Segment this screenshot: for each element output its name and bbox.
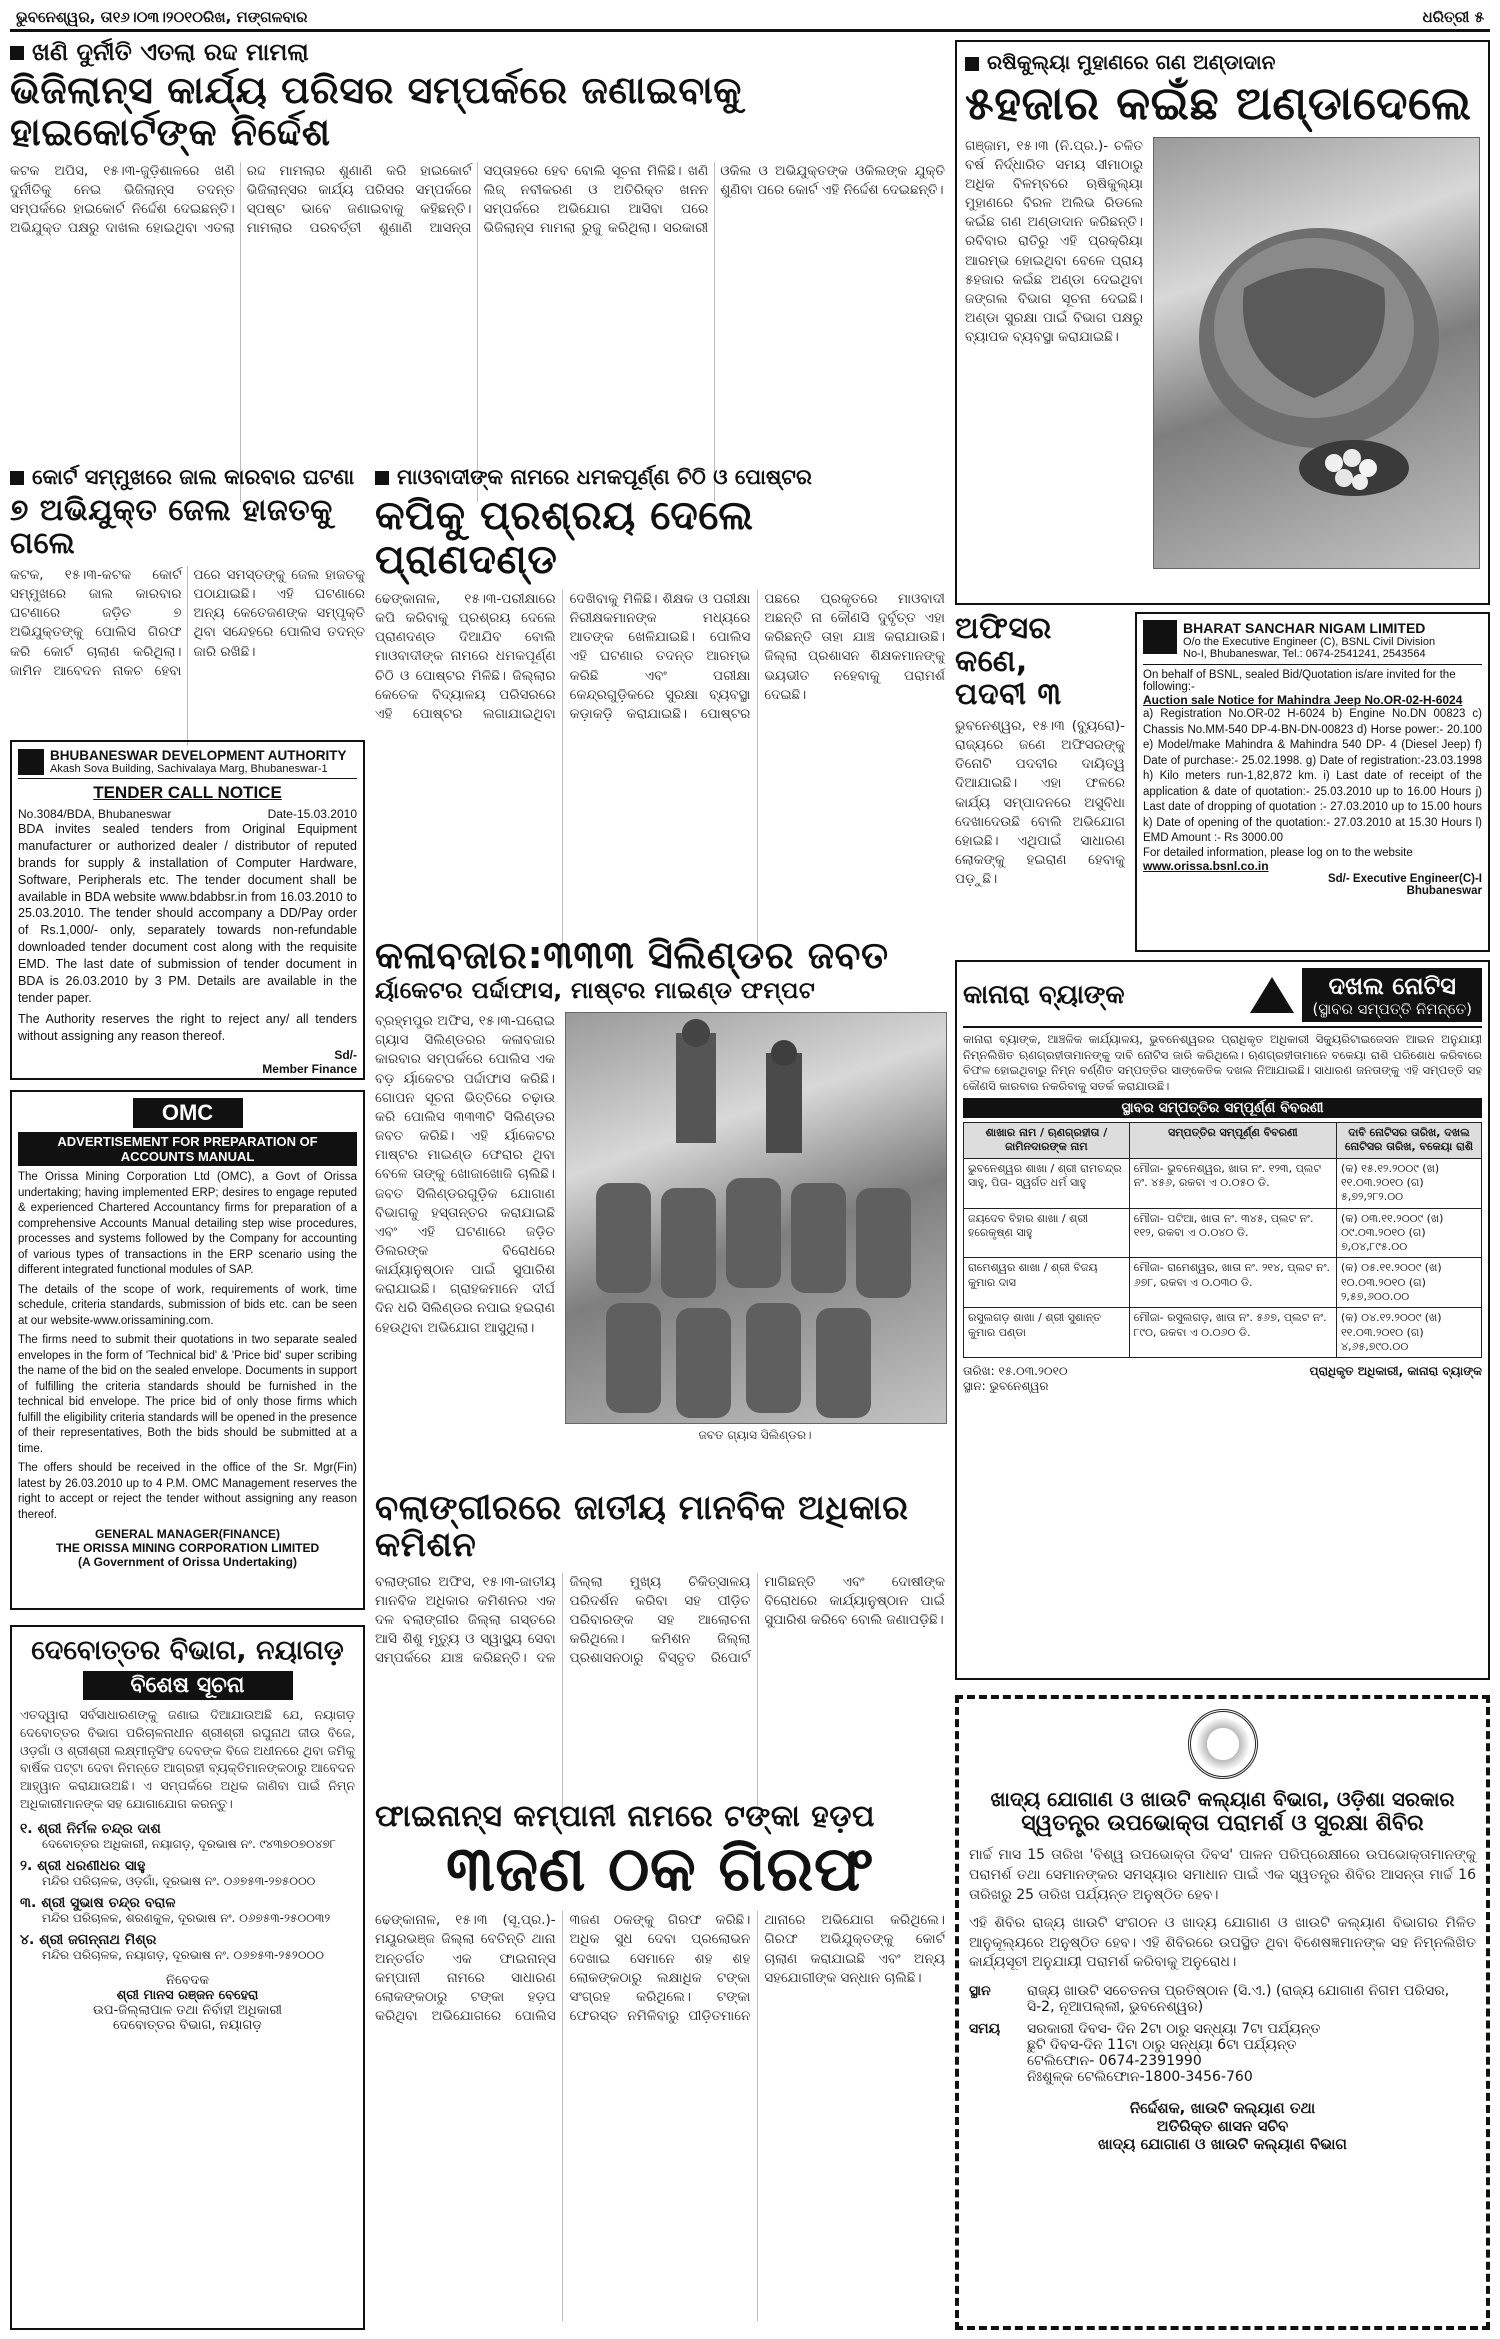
finance-headline: ୩ଜଣ ଠକ ଗିରଫ	[446, 1832, 874, 1905]
canara-col2: ସମ୍ପତ୍ତିର ସମ୍ପୂର୍ଣ୍ଣ ବିବରଣୀ	[1129, 1123, 1336, 1159]
court-jail-kicker: କୋର୍ଟ ସମ୍ମୁଖରେ ଜାଲ କାରବାର ଘଟଣା	[10, 465, 365, 490]
turtle-photo	[1153, 137, 1480, 569]
omc-sign1: GENERAL MANAGER(FINANCE)	[94, 1527, 281, 1542]
turtle-illustration	[1154, 138, 1479, 568]
bda-date: Date-15.03.2010	[267, 807, 357, 821]
cylinder-caption: ଜବତ ଗ୍ୟାସ ସିଲିଣ୍ଡର।	[698, 1428, 812, 1443]
finance-story	[375, 1800, 945, 2330]
bsnl-place: Bhubaneswar	[1406, 884, 1482, 897]
officer-headline-line1: ଅଫିସର	[955, 611, 1052, 646]
officer-body: ଭୁବନେଶ୍ୱର, ୧୫।୩ (ବ୍ୟୁରୋ)- ରାଜ୍ୟରେ ଜଣେ ଅଫିସରଙ୍କୁ ତିନୋଟି ପଦବୀର ଦାୟିତ୍ୱ ଦିଆଯାଇଛି। ଏହା ଫଳରେ କାର୍ଯ୍ୟ ସମ୍ପାଦନରେ ଅସୁବିଧା ଦେଖାଦେଉଛି ବୋଲି ଅଭିଯୋଗ ହୋଇଛି। ଏଥିପାଇଁ ସାଧାରଣ ଲୋକଙ୍କୁ ହଇରାଣ ହେବାକୁ ପଡ଼ୁଛି।	[955, 718, 1125, 888]
canara-bank-name: କାନାରା ବ୍ୟାଙ୍କ	[963, 979, 1125, 1010]
food-title-line2: ସ୍ୱତନ୍ତ୍ର ଉପଭୋକ୍ତା ପରାମର୍ଶ ଓ ସୁରକ୍ଷା ଶିବିର	[1021, 1811, 1424, 1836]
devottar-sign-line4: ଦେବୋତ୍ତର ବିଭାଗ, ନୟାଗଡ଼	[113, 2017, 262, 2033]
cylinder-headline: କଳାବଜାର:୩୩୩ ସିଲିଣ୍ଡର ଜବତ	[375, 933, 889, 977]
officer-headline-line2: କଣେ,	[955, 644, 1028, 679]
devottar-sign-line2: ଶ୍ରୀ ମାନସ ରଞ୍ଜନ ବେହେରା	[116, 1987, 259, 2003]
paper-name: ଧରିତ୍ରୀ ୫	[1422, 7, 1484, 26]
turtle-kicker: ରଷିକୁଲ୍ୟା ମୁହାଣରେ ଗଣ ଅଣ୍ଡାଦାନ	[965, 50, 1480, 74]
bda-title: TENDER CALL NOTICE	[93, 783, 282, 802]
food-sign-line3: ଖାଦ୍ୟ ଯୋଗାଣ ଓ ଖାଉଟି କଲ୍ୟାଣ ବିଭାଗ	[1098, 2135, 1347, 2154]
officer-story	[955, 612, 1125, 952]
food-time-label: ସମୟ	[969, 2021, 1001, 2038]
list-item: ୪. ଶ୍ରୀ ଜଗନ୍ନାଥ ମିଶ୍ର ମନ୍ଦିର ପରିଚାଳକ, ନୟାଗଡ଼, ଦୂରଭାଷ ନଂ. ୦୬୭୫୩-୨୫୨୦୦୦	[20, 1931, 324, 1962]
bsnl-auction-ad	[1135, 612, 1490, 952]
vigilance-headline: ଭିଜିଲାନ୍ସ କାର୍ଯ୍ୟ ପରିସର ସମ୍ପର୍କରେ ଜଣାଇବାକୁ ହାଇକୋର୍ଟଙ୍କ ନିର୍ଦ୍ଦେଶ	[10, 68, 742, 154]
page-masthead	[10, 4, 1490, 32]
food-title-line1: ଖାଦ୍ୟ ଯୋଗାଣ ଓ ଖାଉଟି କଲ୍ୟାଣ ବିଭାଗ, ଓଡ଼ିଶା ସରକାର	[990, 1787, 1455, 1811]
list-item: ୧. ଶ୍ରୀ ନିର୍ମଳ ଚନ୍ଦ୍ର ଦାଶ ଦେବୋତ୍ତର ଅଧିକାରୀ, ନୟାଗଡ଼, ଦୂରଭାଷ ନଂ. ୯୪୩୭୦୭୦୪୭୮	[20, 1820, 337, 1851]
food-supply-ad	[955, 1695, 1490, 2330]
omc-title-line1: ADVERTISEMENT FOR PREPARATION OF	[57, 1134, 318, 1149]
omc-title-line2: ACCOUNTS MANUAL	[120, 1149, 255, 1164]
bsnl-sign: Sd/- Executive Engineer(C)-I	[1327, 872, 1482, 885]
food-place-label: ସ୍ଥାନ	[969, 1983, 991, 2000]
canara-intro: କାନାରା ବ୍ୟାଙ୍କ, ଆଞ୍ଚଳିକ କାର୍ଯ୍ୟାଳୟ, ଭୁବନେଶ୍ୱରର ପ୍ରାଧିକୃତ ଅଧିକାରୀ ସିକ୍ୟୁରିଟାଇଜେସନ ଆଇନ ଅନୁଯାୟୀ ନିମ୍ନଲିଖିତ ଋଣଗ୍ରହୀତାମାନଙ୍କୁ ଦାବି ନୋଟିସ ଜାରି କରିଥିଲେ। ଋଣଗ୍ରହୀତାମାନେ ବକେୟା ରାଶି ପରିଶୋଧ କରିବାରେ ବିଫଳ ହୋଇଥିବାରୁ ନିମ୍ନ ବର୍ଣ୍ଣିତ ସମ୍ପତ୍ତିର ସାଙ୍କେତିକ ଦଖଲ ନିଆଯାଇଛି। ସାଧାରଣ ଜନତାଙ୍କୁ ଏହି ସମ୍ପତ୍ତି ସହ କୌଣସି କାରବାର ନକରିବାକୁ ସତର୍କ କରାଯାଉଛି।	[963, 1032, 1482, 1093]
vigilance-body: କଟକ ଅପିସ, ୧୫।୩-ଜୁଡ଼ିଶାଳରେ ଖଣି ଦୁର୍ନୀତିକୁ ନେଇ ଭିଜିଲାନ୍ସ ତଦନ୍ତ ସମ୍ପର୍କରେ ହାଇକୋର୍ଟ ନିର୍ଦ୍ଦେଶ ଦେଇଛନ୍ତି। ଅଭିଯୁକ୍ତ ପକ୍ଷରୁ ଦାଖଲ ହୋଇଥିବା ଏତଲା ରଦ୍ଦ ମାମଲାର ଶୁଣାଣି କରି ହାଇକୋର୍ଟ ଭିଜିଲାନ୍ସର କାର୍ଯ୍ୟ ପରିସର ସମ୍ପର୍କରେ ସ୍ପଷ୍ଟ ଭାବେ ଜଣାଇବାକୁ କହିଛନ୍ତି। ମାମଲାର ପରବର୍ତ୍ତୀ ଶୁଣାଣି ଆସନ୍ତା ସପ୍ତାହରେ ହେବ ବୋଲି ସୂଚନା ମିଳିଛି। ଖଣି ଲିଜ୍ ନବୀକରଣ ଓ ଅତିରିକ୍ତ ଖନନ ସମ୍ପର୍କରେ ଅଭିଯୋଗ ଆସିବା ପରେ ଭିଜିଲାନ୍ସ ମାମଲା ରୁଜୁ କରିଥିଲା। ସରକାରୀ ଓକିଲ ଓ ଅଭିଯୁକ୍ତଙ୍କ ଓକିଲଙ୍କ ଯୁକ୍ତି ଶୁଣିବା ପରେ କୋର୍ଟ ଏହି ନିର୍ଦ୍ଦେଶ ଦେଇଛନ୍ତି।	[10, 162, 945, 237]
omc-accounts-ad	[10, 1090, 365, 1610]
bda-ref: No.3084/BDA, Bhubaneswar	[18, 807, 172, 821]
finance-kicker: ଫାଇନାନ୍ସ କମ୍ପାନୀ ନାମରେ ଟଙ୍କା ହଡ଼ପ	[375, 1799, 875, 1834]
maoist-kicker: ମାଓବାଦୀଙ୍କ ନାମରେ ଧମକପୂର୍ଣ୍ଣ ଚିଠି ଓ ପୋଷ୍ଟର	[375, 465, 945, 490]
canara-place-line: ସ୍ଥାନ: ଭୁବନେଶ୍ୱର	[963, 1379, 1049, 1394]
bsnl-website-link[interactable]: www.orissa.bsnl.co.in	[1143, 858, 1269, 873]
officer-headline-line3: ପଦବୀ ୩	[955, 677, 1062, 712]
turtle-story	[955, 40, 1490, 605]
maoist-headline: କପିକୁ ପ୍ରଶ୍ରୟ ଦେଲେ ପ୍ରାଣଦଣ୍ଡ	[375, 493, 754, 583]
nhrc-body: ବଲାଙ୍ଗୀର ଅଫିସ, ୧୫।୩-ଜାତୀୟ ମାନବିକ ଅଧିକାର କମିଶନର ଏକ ଦଳ ବଲାଙ୍ଗୀର ଜିଲ୍ଲା ଗସ୍ତରେ ଆସି ଶିଶୁ ମୃତ୍ୟୁ ଓ ସ୍ୱାସ୍ଥ୍ୟ ସେବା ସମ୍ପର୍କରେ ଯାଞ୍ଚ କରିଛନ୍ତି। ଦଳ ଜିଲ୍ଲା ମୁଖ୍ୟ ଚିକିତ୍ସାଳୟ ପରିଦର୍ଶନ କରିବା ସହ ପୀଡ଼ିତ ପରିବାରଙ୍କ ସହ ଆଲୋଚନା କରିଥିଲେ। କମିଶନ ଜିଲ୍ଲା ପ୍ରଶାସନଠାରୁ ବିସ୍ତୃତ ରିପୋର୍ଟ ମାଗିଛନ୍ତି ଏବଂ ଦୋଷୀଙ୍କ ବିରୋଧରେ କାର୍ଯ୍ୟାନୁଷ୍ଠାନ ପାଇଁ ସୁପାରିଶ କରିବେ ବୋଲି ଜଣାପଡ଼ିଛି।	[375, 1573, 945, 1667]
cylinder-story	[375, 935, 945, 1480]
bda-body: BDA invites sealed tenders from Original Equipment manufacturer or authorized dealer / distributor of reputed brands for supply & installation of Computer Hardware, Software, Peripherals etc. The tender document shall be available in BDA website www.bdabbsr.in from 16.03.2010 to 25.03.2010. The tender should accompany a DD/Pay order of Rs.1,000/- only, separately towards non-refundable downloaded tender document cost along with the requisite EMD. The last date of submission of tender document in BDA is 26.03.2010 by 3 PM. Details are available in the tender paper.	[18, 822, 357, 1005]
canara-col1: ଶାଖାର ନାମ / ଋଣଗ୍ରହୀତା / ଜାମିନଦାରଙ୍କ ନାମ	[964, 1123, 1130, 1159]
bda-address: Akash Sova Building, Sachivalaya Marg, Bhubaneswar-1	[50, 763, 328, 775]
bsnl-details: a) Registration No.OR-02 H-6024 b) Engine No.DN 00823 c) Chassis No.MM-540 DP-4-BN-DN-00823 d) Horse power:- 20.100 e) Model/make Mahindra & Mahindra 540 DP- 4 (Diesel Jeep) f) Date of purchase:- 25.02.1998. g) Date of registration:-23.03.1998 h) Kilo meters run-1,82,872 km. i) Last date of receipt of the application & date of quotation:- 25.03.2010 up to 16.00 Hours j) Last date of dropping of quotation :- 27.03.2010 up to 15.00 hours k) Date of opening of the quotation:- 27.03.2010 at 15.30 Hours l) EMD Amount :- Rs 3000.00	[1143, 708, 1482, 845]
food-place: ରାଜ୍ୟ ଖାଉଟି ସଚେତନତା ପ୍ରତିଷ୍ଠାନ (ସି.ଏ.) (ରାଜ୍ୟ ଯୋଗାଣ ନିଗମ ପରିସର, ସି-2, ନୂଆପଲ୍ଲୀ, ଭୁବନେଶ୍ୱର)	[1027, 1983, 1450, 2016]
maoist-body: ଢେଙ୍କାନାଳ, ୧୫।୩-ପରୀକ୍ଷାରେ କପି କରିବାକୁ ପ୍ରଶ୍ରୟ ଦେଲେ ପ୍ରାଣଦଣ୍ଡ ଦିଆଯିବ ବୋଲି ମାଓବାଦୀଙ୍କ ନାମରେ ଧମକପୂର୍ଣ୍ଣ ଚିଠି ଓ ପୋଷ୍ଟର ମିଳିଛି। ଜିଲ୍ଲାର କେତେକ ବିଦ୍ୟାଳୟ ପରିସରରେ ଏହି ପୋଷ୍ଟର ଲଗାଯାଇଥିବା ଦେଖିବାକୁ ମିଳିଛି। ଶିକ୍ଷକ ଓ ପରୀକ୍ଷା ନିରୀକ୍ଷକମାନଙ୍କ ମଧ୍ୟରେ ଆତଙ୍କ ଖେଳିଯାଇଛି। ପୋଲିସ ଏହି ଘଟଣାର ତଦନ୍ତ ଆରମ୍ଭ କରିଛି ଏବଂ ପରୀକ୍ଷା କେନ୍ଦ୍ରଗୁଡ଼ିକରେ ସୁରକ୍ଷା ବ୍ୟବସ୍ଥା କଡ଼ାକଡ଼ି କରାଯାଇଛି। ପୋଷ୍ଟର ପଛରେ ପ୍ରକୃତରେ ମାଓବାଦୀ ଅଛନ୍ତି ନା କୌଣସି ଦୁର୍ବୃତ୍ତ ଏହା କରିଛନ୍ତି ତାହା ଯାଞ୍ଚ କରାଯାଉଛି। ଜିଲ୍ଲା ପ୍ରଶାସନ ଶିକ୍ଷକମାନଙ୍କୁ ଭୟଭୀତ ନହେବାକୁ ପରାମର୍ଶ ଦେଇଛି।	[375, 591, 945, 722]
canara-notice-title: ଦଖଲ ନୋଟିସ	[1328, 972, 1456, 1000]
food-time-line1: ସରକାରୀ ଦିବସ- ଦିନ 2ଟା ଠାରୁ ସନ୍ଧ୍ୟା 7ଟା ପର୍ଯ୍ୟନ୍ତ	[1027, 2021, 1321, 2038]
omc-para4: The offers should be received in the office of the Sr. Mgr(Fin) latest by 26.03.2010 up to 4 P.M. OMC Management reserves the right to accept or reject the tender without assigning any reason thereof.	[18, 1462, 357, 1521]
bsnl-office-line2: No-I, Bhubaneswar, Tel.: 0674-2541241, 2543564	[1183, 648, 1426, 660]
canara-possession-notice	[955, 960, 1490, 1680]
table-row: ରସୁଲଗଡ଼ ଶାଖା / ଶ୍ରୀ ସୁଶାନ୍ତ କୁମାର ପଣ୍ଡା ମୌଜା- ରସୁଲଗଡ଼, ଖାତା ନଂ. ୫୬୭, ପ୍ଲଟ ନଂ. ୮୯୦, ରକବା ଏ ୦.୦୬୦ ଡି. (କ) ୦୪.୧୨.୨୦୦୯ (ଖ) ୧୧.୦୩.୨୦୧୦ (ଗ) ୪,୬୫,୭୯୦.୦୦	[964, 1308, 1482, 1358]
nhrc-story	[375, 1490, 945, 1790]
table-row: ଭୁବନେଶ୍ୱର ଶାଖା / ଶ୍ରୀ ରାମଚନ୍ଦ୍ର ସାହୁ, ପିତା- ସ୍ୱର୍ଗତ ଧର୍ମ ସାହୁ ମୌଜା- ଭୁବନେଶ୍ୱର, ଖାତା ନଂ. ୧୨୩, ପ୍ଲଟ ନଂ. ୪୫୬, ରକବା ଏ ୦.୦୫୦ ଡି. (କ) ୧୫.୧୨.୨୦୦୯ (ଖ) ୧୧.୦୩.୨୦୧୦ (ଗ) ୫,୭୨,୨୮୨.୦୦	[964, 1158, 1482, 1208]
bsnl-intro: On behalf of BSNL, sealed Bid/Quotation is/are invited for the following:-	[1143, 669, 1456, 693]
bda-reserve: The Authority reserves the right to reject any/ all tenders without assigning any reason thereof.	[18, 1011, 357, 1043]
nhrc-headline: ବଲାଙ୍ଗୀରରେ ଜାତୀୟ ମାନବିକ ଅଧିକାର କମିଶନ	[375, 1488, 909, 1566]
cylinder-photo	[565, 1012, 947, 1424]
food-tollfree: ନିଃଶୁଳ୍କ ଟେଲିଫୋନ-1800-3456-760	[1027, 2069, 1253, 2086]
omc-logo: OMC	[133, 1098, 243, 1128]
maoist-story	[375, 465, 945, 925]
table-row: ଜୟଦେବ ବିହାର ଶାଖା / ଶ୍ରୀ ହରେକୃଷ୍ଣ ସାହୁ ମୌଜା- ପଟିଆ, ଖାତା ନଂ. ୩୪୫, ପ୍ଲଟ ନଂ. ୧୧୨, ରକବା ଏ ୦.୦୪୦ ଡି. (କ) ୦୩.୧୧.୨୦୦୯ (ଖ) ୦୯.୦୩.୨୦୧୦ (ଗ) ୭,୦୪,୮୯୫.୦୦	[964, 1208, 1482, 1258]
cylinder-body: ବ୍ରହ୍ମପୁର ଅଫିସ, ୧୫।୩-ଘରୋଇ ଗ୍ୟାସ ସିଲିଣ୍ଡରର କଳାବଜାର କାରବାର ସମ୍ପର୍କରେ ପୋଲିସ ଏକ ବଡ଼ ର୍ୟାକେଟର ପର୍ଦ୍ଦାଫାସ କରିଛି। ଗୋପନ ସୂଚନା ଭିତ୍ତିରେ ଚଢ଼ାଉ କରି ପୋଲିସ ୩୩୩ଟି ସିଲିଣ୍ଡର ଜବତ କରିଛି। ଏହି ର୍ୟାକେଟର ମାଷ୍ଟର ମାଇଣ୍ଡ ଫେରାର ଥିବା ବେଳେ ତାଙ୍କୁ ଖୋଜାଖୋଜି ଚାଲିଛି। ଜବତ ସିଲିଣ୍ଡରଗୁଡ଼ିକ ଯୋଗାଣ ବିଭାଗକୁ ହସ୍ତାନ୍ତର କରାଯାଇଛି ଏବଂ ଏହି ଘଟଣାରେ ଜଡ଼ିତ ଡିଲରଙ୍କ ବିରୋଧରେ କାର୍ଯ୍ୟାନୁଷ୍ଠାନ ପାଇଁ ସୁପାରିଶ କରାଯାଇଛି। ଗ୍ରାହକମାନେ ଦୀର୍ଘ ଦିନ ଧରି ସିଲିଣ୍ଡର ନପାଇ ହଇରାଣ ହେଉଥିବା ଅଭିଯୋଗ ଆସୁଥିଲା।	[375, 1013, 555, 1336]
page-number: ୫	[1474, 7, 1484, 26]
table-row: ରାମେଶ୍ୱର ଶାଖା / ଶ୍ରୀ ବିଜୟ କୁମାର ଦାସ ମୌଜା- ରାମେଶ୍ୱର, ଖାତା ନଂ. ୨୧୪, ପ୍ଲଟ ନଂ. ୬୭୮, ରକବା ଏ ୦.୦୩୦ ଡି. (କ) ୦୫.୧୧.୨୦୦୯ (ଖ) ୧୦.୦୩.୨୦୧୦ (ଗ) ୨,୫୭,୬୦୦.୦୦	[964, 1258, 1482, 1308]
cylinder-illustration	[566, 1013, 946, 1423]
bsnl-office-line1: O/o the Executive Engineer (C), BSNL Civil Division	[1183, 636, 1436, 648]
date-line: ଭୁବନେଶ୍ୱର, ତା୧୬।୦୩।୨୦୧୦ରିଖ, ମଙ୍ଗଳବାର	[16, 7, 308, 26]
food-sign-line2: ଅତିରିକ୍ତ ଶାସନ ସଚିବ	[1156, 2117, 1289, 2136]
bda-logo-icon	[18, 749, 44, 775]
vigilance-kicker: ଖଣି ଦୁର୍ନୀତି ଏତଲା ରଦ୍ଦ ମାମଲା	[10, 38, 945, 66]
canara-schedule-table	[963, 1122, 1482, 1358]
devottar-notice	[10, 1625, 365, 2330]
bsnl-more-info: For detailed information, please log on to the website	[1143, 846, 1413, 859]
bsnl-org: BHARAT SANCHAR NIGAM LIMITED	[1183, 620, 1426, 636]
food-sign-line1: ନିର୍ଦ୍ଦେଶକ, ଖାଉଟି କଲ୍ୟାଣ ତଥା	[1129, 2099, 1316, 2118]
list-item: ୨. ଶ୍ରୀ ଧରଣୀଧର ସାହୁ ମନ୍ଦିର ପରିଚାଳକ, ଓଡ଼ଗାଁ, ଦୂରଭାଷ ନଂ. ୦୬୭୫୩-୨୭୫୦୦୦	[20, 1857, 316, 1888]
list-item: ୩. ଶ୍ରୀ ସୁଭାଷ ଚନ୍ଦ୍ର ବରାଳ ମନ୍ଦିର ପରିଚାଳକ, ଶରଣକୁଳ, ଦୂରଭାଷ ନଂ. ୦୬୭୫୩-୨୫୦୦୩୨	[20, 1894, 331, 1925]
omc-sign3: (A Government of Orissa Undertaking)	[78, 1555, 297, 1570]
turtle-headline: ୫ହଜାର କଇଁଛ ଅଣ୍ଡାଦେଲେ	[965, 76, 1472, 130]
bsnl-subject: Auction sale Notice for Mahindra Jeep No.OR-02-H-6024	[1143, 693, 1463, 707]
canara-schedule-title: ସ୍ଥାବର ସମ୍ପତ୍ତିର ସମ୍ପୂର୍ଣ୍ଣ ବିବରଣୀ	[963, 1098, 1482, 1118]
devottar-sign-line1: ନିବେଦକ	[166, 1972, 209, 1988]
odisha-emblem-icon	[1188, 1709, 1258, 1779]
food-time-line2: ଛୁଟି ଦିବସ-ଦିନ 11ଟା ଠାରୁ ସନ୍ଧ୍ୟା 6ଟା ପର୍ଯ୍ୟନ୍ତ	[1027, 2037, 1297, 2054]
court-jail-headline: ୭ ଅଭିଯୁକ୍ତ ଜେଲ ହାଜତକୁ ଗଲେ	[10, 493, 333, 561]
finance-body: ଢେଙ୍କାନାଳ, ୧୫।୩ (ସୂ.ପ୍ର.)-ମୟୂରଭଞ୍ଜ ଜିଲ୍ଲା ବେତିନ୍ତି ଥାନା ଅନ୍ତର୍ଗତ ଏକ ଫାଇନାନ୍ସ କମ୍ପାନୀ ନାମରେ ସାଧାରଣ ଲୋକଙ୍କଠାରୁ ଟଙ୍କା ହଡ଼ପ କରିଥିବା ଅଭିଯୋଗରେ ପୋଲିସ ୩ଜଣ ଠକଙ୍କୁ ଗିରଫ କରିଛି। ଅଧିକ ସୁଧ ଦେବା ପ୍ରଲୋଭନ ଦେଖାଇ ସେମାନେ ଶହ ଶହ ଲୋକଙ୍କଠାରୁ ଲକ୍ଷାଧିକ ଟଙ୍କା ସଂଗ୍ରହ କରିଥିଲେ। ଟଙ୍କା ଫେରସ୍ତ ନମିଳିବାରୁ ପୀଡ଼ିତମାନେ ଥାନାରେ ଅଭିଯୋଗ କରିଥିଲେ। ଗିରଫ ଅଭିଯୁକ୍ତଙ୍କୁ କୋର୍ଟ ଚାଲାଣ କରାଯାଇଛି ଏବଂ ଅନ୍ୟ ସହଯୋଗୀଙ୍କ ସନ୍ଧାନ ଚାଲିଛି।	[375, 1912, 945, 2024]
omc-para1: The Orissa Mining Corporation Ltd (OMC), a Govt of Orissa undertaking; having implemented ERP; desires to engage reputed & experienced Chartered Accountancy firms for preparation of a comprehensive Accounts Manual detailing step wise procedures, processes and systems followed by the Company for accounting of various types of transactions in the ERP scenario using the different integrated functional modules of SAP.	[18, 1171, 357, 1277]
devottar-contacts	[20, 1821, 355, 1963]
omc-para2: The details of the scope of work, requirements of work, time schedule, criteria standards, submission of bids etc. can be seen at our website-www.orissamining.com.	[18, 1283, 357, 1327]
food-para1: ମାର୍ଚ୍ଚ ମାସ 15 ତାରିଖ 'ବିଶ୍ୱ ଉପଭୋକ୍ତା ଦିବସ' ପାଳନ ପରିପ୍ରେକ୍ଷୀରେ ଉପଭୋକ୍ତାମାନଙ୍କୁ ପରାମର୍ଶ ତଥା ସେମାନଙ୍କର ସମସ୍ୟାର ସମାଧାନ ପାଇଁ ଏକ ସ୍ୱତନ୍ତ୍ର ଶିବିର ଆସନ୍ତା ମାର୍ଚ୍ଚ 16 ତାରିଖରୁ 25 ତାରିଖ ପର୍ଯ୍ୟନ୍ତ ଅନୁଷ୍ଠିତ ହେବ।	[969, 1847, 1476, 1903]
canara-sign: ପ୍ରାଧିକୃତ ଅଧିକାରୀ, କାନାରା ବ୍ୟାଙ୍କ	[1309, 1364, 1482, 1379]
omc-para3: The firms need to submit their quotations in two separate sealed envelopes in the form of 'Technical bid' & 'Price bid' super scribing the name of the bid on the sealed envelope. Documents in support of fulfilling the criteria standards should be furnished in the technical bid envelope. The price bid of only those firms which fulfill the eligibility criteria standards will be opened in the presence of their representatives, Both the bids should be submitted at a time.	[18, 1334, 357, 1455]
bda-sign: Member Finance	[262, 1062, 357, 1077]
canara-notice-sub: (ସ୍ଥାବର ସମ୍ପତ୍ତି ନିମନ୍ତେ)	[1312, 1000, 1472, 1018]
food-phone: ଟେଲିଫୋନ- 0674-2391990	[1027, 2053, 1202, 2070]
food-para2: ଏହି ଶିବିର ରାଜ୍ୟ ଖାଉଟି ସଂଗଠନ ଓ ଖାଦ୍ୟ ଯୋଗାଣ ଓ ଖାଉଟି କଲ୍ୟାଣ ବିଭାଗର ମିଳିତ ଆନୁକୂଲ୍ୟରେ ଅନୁଷ୍ଠିତ ହେବ। ଏହି ଶିବିରରେ ଉପସ୍ଥିତ ଥିବା ବିଶେଷଜ୍ଞମାନଙ୍କ ସହ ନିମ୍ନଲିଖିତ କାର୍ଯ୍ୟସୂଚୀ ଅନୁଯାୟୀ ପରାମର୍ଶ କରିବାକୁ ଅନୁରୋଧ।	[969, 1914, 1476, 1971]
bda-tender-ad	[10, 740, 365, 1080]
omc-sign2: THE ORISSA MINING CORPORATION LIMITED	[55, 1541, 320, 1556]
devottar-body: ଏତଦ୍ୱାରା ସର୍ବସାଧାରଣଙ୍କୁ ଜଣାଇ ଦିଆଯାଉଅଛି ଯେ, ନୟାଗଡ଼ ଦେବୋତ୍ତର ବିଭାଗ ପରିଚାଳନାଧୀନ ଶ୍ରୀଶ୍ରୀ ରଘୁନାଥ ଜୀଉ ବିଜେ, ଓଡ଼ଗାଁ ଓ ଶ୍ରୀଶ୍ରୀ ଲକ୍ଷ୍ମୀନୃସିଂହ ଦେବଙ୍କ ବିଜେ ଅଧୀନରେ ଥିବା ଜମିକୁ ବାର୍ଷିକ ପଟ୍ଟା ଦେବା ନିମନ୍ତେ ଆଗ୍ରହୀ ବ୍ୟକ୍ତିମାନଙ୍କଠାରୁ ଆବେଦନ ଆହ୍ୱାନ କରାଯାଉଅଛି। ଏ ସମ୍ପର୍କରେ ଅଧିକ ଜାଣିବା ପାଇଁ ନିମ୍ନ ଅଧିକାରୀମାନଙ୍କ ସହ ଯୋଗାଯୋଗ କରନ୍ତୁ।	[20, 1707, 355, 1811]
vigilance-story	[10, 38, 945, 458]
canara-col3: ଦାବି ନୋଟିସର ତାରିଖ, ଦଖଲ ନୋଟିସର ତାରିଖ, ବକେୟା ରାଶି	[1336, 1123, 1481, 1159]
devottar-sign-line3: ଉପ-ଜିଲ୍ଲାପାଳ ତଥା ନିର୍ବାହୀ ଅଧିକାରୀ	[92, 2002, 283, 2018]
devottar-sub: ବିଶେଷ ସୂଚନା	[83, 1671, 293, 1700]
bda-sd: Sd/-	[334, 1048, 357, 1063]
bsnl-logo-icon	[1143, 620, 1177, 654]
court-jail-body: କଟକ, ୧୫।୩-କଟକ କୋର୍ଟ ସମ୍ମୁଖରେ ଜାଲ କାରବାର ଘଟଣାରେ ଜଡ଼ିତ ୭ ଅଭିଯୁକ୍ତଙ୍କୁ ପୋଲିସ ଗିରଫ କରି କୋର୍ଟ ଚାଲାଣ କରିଥିଲା। ଜାମିନ ଆବେଦନ ନାକଚ ହେବା ପରେ ସମସ୍ତଙ୍କୁ ଜେଲ ହାଜତକୁ ପଠାଯାଇଛି। ଏହି ଘଟଣାରେ ଅନ୍ୟ କେତେଜଣଙ୍କ ସମ୍ପୃକ୍ତି ଥିବା ସନ୍ଦେହରେ ପୋଲିସ ତଦନ୍ତ ଜାରି ରଖିଛି।	[10, 567, 365, 679]
canara-logo-icon	[1250, 977, 1294, 1013]
turtle-body: ଗଞ୍ଜାମ, ୧୫।୩ (ନି.ପ୍ର.)- ଚଳିତ ବର୍ଷ ନିର୍ଦ୍ଧାରିତ ସମୟ ସୀମାଠାରୁ ଅଧିକ ବିଳମ୍ବରେ ଋଷିକୁଲ୍ୟା ମୁହାଣରେ ବିରଳ ଅଲିଭ ରିଡଲେ କଇଁଛ ଗଣ ଅଣ୍ଡାଦାନ କରିଛନ୍ତି। ରବିବାର ରାତିରୁ ଏହି ପ୍ରକ୍ରିୟା ଆରମ୍ଭ ହୋଇଥିବା ବେଳେ ପ୍ରାୟ ୫ହଜାର କଇଁଛ ଅଣ୍ଡା ଦେଇଥିବା ଜଙ୍ଗଲ ବିଭାଗ ସୂଚନା ଦେଇଛି। ଅଣ୍ଡା ସୁରକ୍ଷା ପାଇଁ ବିଭାଗ ପକ୍ଷରୁ ବ୍ୟାପକ ବ୍ୟବସ୍ଥା କରାଯାଇଛି।	[965, 137, 1143, 346]
cylinder-subhead: ର୍ୟାକେଟର ପର୍ଦ୍ଦାଫାସ, ମାଷ୍ଟର ମାଇଣ୍ଡ ଫମ୍ପଟ	[375, 977, 816, 1004]
court-jail-story	[10, 465, 365, 730]
canara-date-line: ତାରିଖ: ୧୫.୦୩.୨୦୧୦	[963, 1364, 1068, 1379]
devottar-title: ଦେବୋତ୍ତର ବିଭାଗ, ନୟାଗଡ଼	[31, 1635, 344, 1666]
bda-org: BHUBANESWAR DEVELOPMENT AUTHORITY	[50, 748, 347, 763]
